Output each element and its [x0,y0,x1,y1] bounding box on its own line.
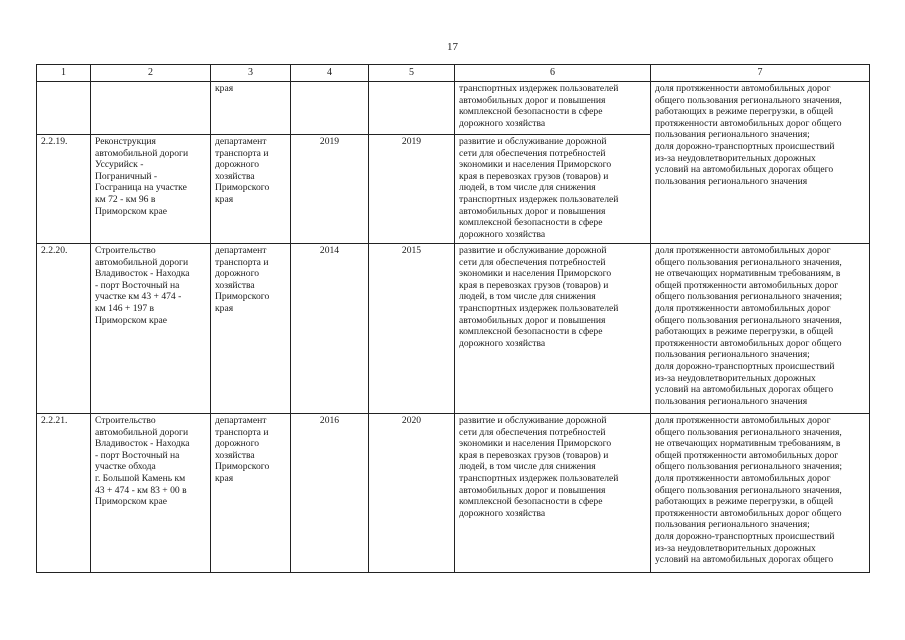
start-year: 2016 [291,414,369,573]
responsible-executor: департамент транспорта и дорожного хозяйства Приморского края [211,135,291,244]
row-number: 2.2.21. [37,414,91,573]
target-indicator: доля протяженности автомобильных дорог общего пользования регионального значения, не отвечающих нормативным требованиям, в общей протяженности автомобильных дорог общего пользования регионального значения; доля протяженности автомобильных дорог общего пользования регионального значения, работающих в режиме перегрузки, в общей протяженности автомобильных дорог общего пользования регионального значения; доля дорожно-транспортных происшествий из-за неудовлетворительных дорожных условий на автомобильных дорогах общего пользования регионального значения [651,244,870,414]
activity-direction: развитие и обслуживание дорожной сети для обеспечения потребностей экономики и населения Приморского края в перевозках грузов (товаров) и людей, в том числе для снижения транспортных издержек пользователей автомобильных дорог и повышения комплексной безопасности в сфере дорожного хозяйства [455,244,651,414]
responsible-executor: края [211,82,291,135]
activity-name: Строительство автомобильной дороги Владивосток - Находка - порт Восточный на участке км 43 + 474 - км 146 + 197 в Приморском крае [91,244,211,414]
start-year [291,82,369,135]
column-header-2: 2 [91,65,211,82]
activity-name [91,82,211,135]
row-number: 2.2.20. [37,244,91,414]
table-row [37,82,870,135]
activity-name: Строительство автомобильной дороги Владивосток - Находка - порт Восточный на участке обхода г. Большой Камень км 43 + 474 - км 83 + 00 в Приморском крае [91,414,211,573]
activity-direction: развитие и обслуживание дорожной сети для обеспечения потребностей экономики и населения Приморского края в перевозках грузов (товаров) и людей, в том числе для снижения транспортных издержек пользователей автомобильных дорог и повышения комплексной безопасности в сфере дорожного хозяйства [455,414,651,573]
table-row [37,414,870,573]
start-year: 2014 [291,244,369,414]
end-year: 2019 [369,135,455,244]
column-header-4: 4 [291,65,369,82]
start-year: 2019 [291,135,369,244]
responsible-executor: департамент транспорта и дорожного хозяйства Приморского края [211,414,291,573]
target-indicator: доля протяженности автомобильных дорог общего пользования регионального значения, работающих в режиме перегрузки, в общей протяженности автомобильных дорог общего пользования регионального значения; доля дорожно-транспортных происшествий из-за неудовлетворительных дорожных условий на автомобильных дорогах общего пользования регионального значения [651,82,870,244]
activity-name: Реконструкция автомобильной дороги Уссурийск - Пограничный - Госграница на участке км 72 - км 96 в Приморском крае [91,135,211,244]
activity-direction: транспортных издержек пользователей автомобильных дорог и повышения комплексной безопасности в сфере дорожного хозяйства [455,82,651,135]
end-year: 2020 [369,414,455,573]
end-year: 2015 [369,244,455,414]
row-number: 2.2.19. [37,135,91,244]
responsible-executor: департамент транспорта и дорожного хозяйства Приморского края [211,244,291,414]
page-number: 17 [447,41,458,53]
column-header-7: 7 [651,65,870,82]
target-indicator: доля протяженности автомобильных дорог общего пользования регионального значения, не отвечающих нормативным требованиям, в общей протяженности автомобильных дорог общего пользования регионального значения; доля протяженности автомобильных дорог общего пользования регионального значения, работающих в режиме перегрузки, в общей протяженности автомобильных дорог общего пользования регионального значения; доля дорожно-транспортных происшествий из-за неудовлетворительных дорожных условий на автомобильных дорогах общего [651,414,870,573]
column-header-3: 3 [211,65,291,82]
column-number-row [37,65,870,82]
end-year [369,82,455,135]
table-row [37,244,870,414]
column-header-1: 1 [37,65,91,82]
row-number [37,82,91,135]
column-header-6: 6 [455,65,651,82]
column-header-5: 5 [369,65,455,82]
activity-direction: развитие и обслуживание дорожной сети для обеспечения потребностей экономики и населения Приморского края в перевозках грузов (товаров) и людей, в том числе для снижения транспортных издержек пользователей автомобильных дорог и повышения комплексной безопасности в сфере дорожного хозяйства [455,135,651,244]
program-activities-table [36,64,870,573]
